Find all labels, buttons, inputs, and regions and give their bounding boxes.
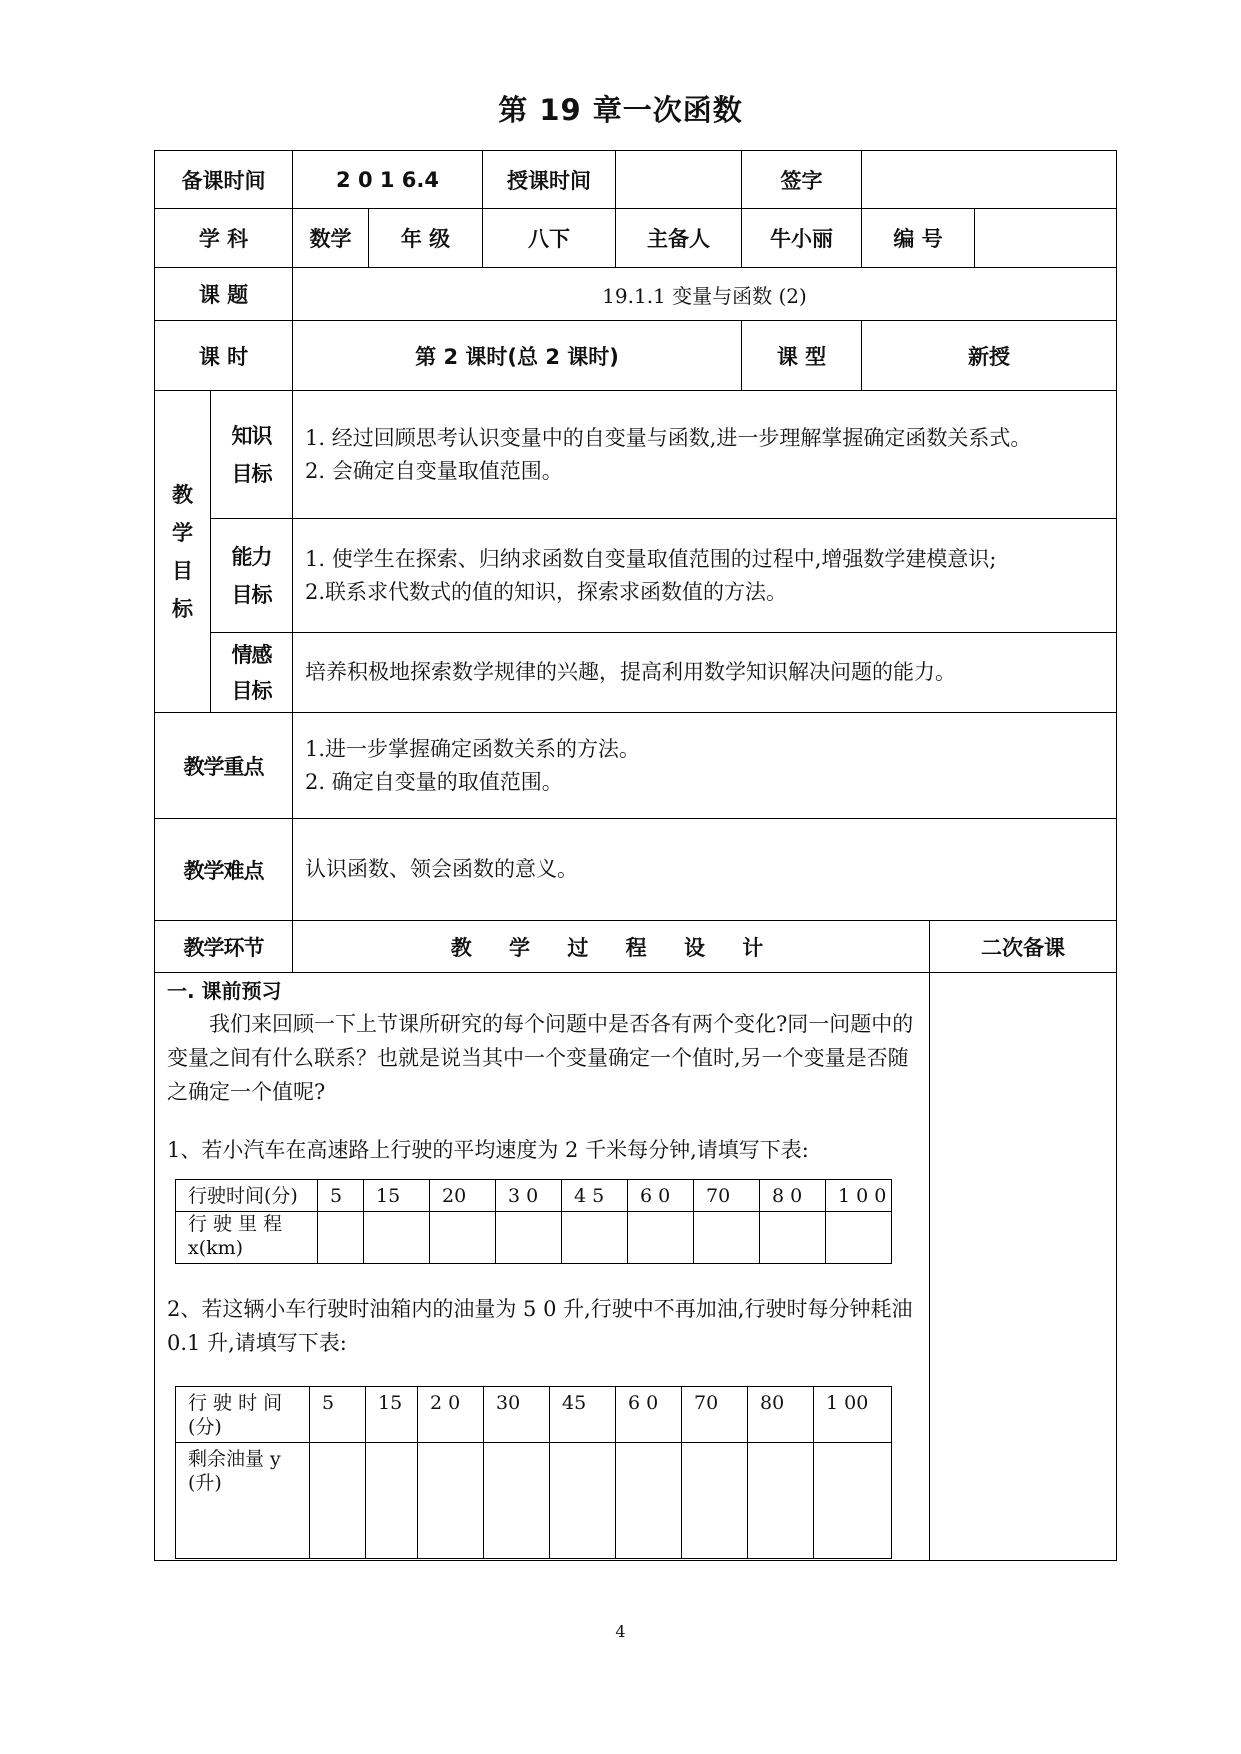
difficult-points-label: 教学难点 <box>155 819 293 921</box>
fuel-table <box>175 1386 892 1559</box>
preparer-label: 主备人 <box>616 209 742 268</box>
blank-cell[interactable] <box>310 1443 366 1559</box>
lesson-plan-table <box>154 150 1117 1561</box>
teach-time-value <box>616 151 742 209</box>
row-label: 行 驶 时 间 (分) <box>176 1387 310 1443</box>
ability-objective-label <box>211 519 293 633</box>
time-cell: 1 0 0 <box>826 1180 892 1212</box>
objective-item: 2.联系求代数式的值的知识，探索求函数值的方法。 <box>305 579 788 604</box>
time-cell: 70 <box>694 1180 760 1212</box>
objective-item: 1. 使学生在探索、归纳求函数自变量取值范围的过程中,增强数学建模意识; <box>305 546 997 571</box>
emotion-objective-label <box>211 633 293 713</box>
knowledge-objective-label <box>211 391 293 519</box>
row-label: 剩余油量 y (升) <box>176 1443 310 1559</box>
process-content <box>155 973 930 1561</box>
period-label: 课 时 <box>155 321 293 391</box>
time-cell: 5 <box>310 1387 366 1443</box>
number-value <box>975 209 1117 268</box>
objectives-char: 学 <box>172 520 193 545</box>
preview-intro: 我们来回顾一下上节课所研究的每个问题中是否各有两个变化?同一问题中的变量之间有什么联系？也就是说当其中一个变量确定一个值时,另一个变量是否随之确定一个值呢? <box>167 1012 914 1104</box>
objectives-char: 标 <box>172 596 193 621</box>
time-cell: 6 0 <box>628 1180 694 1212</box>
blank-cell[interactable] <box>366 1443 418 1559</box>
blank-cell[interactable] <box>550 1443 616 1559</box>
time-cell: 15 <box>366 1387 418 1443</box>
topic-value: 19.1.1 变量与函数 (2) <box>293 268 1117 321</box>
key-point-item: 2. 确定自变量的取值范围。 <box>305 769 563 794</box>
time-cell: 15 <box>364 1180 430 1212</box>
row-label: 行 驶 里 程 x(km) <box>176 1212 318 1264</box>
time-cell: 4 5 <box>562 1180 628 1212</box>
time-cell: 30 <box>484 1387 550 1443</box>
time-cell: 2 0 <box>418 1387 484 1443</box>
time-cell: 45 <box>550 1387 616 1443</box>
knowledge-objective-content <box>293 391 1117 519</box>
question-1: 1、若小汽车在高速路上行驶的平均速度为 2 千米每分钟,请填写下表: <box>167 1138 809 1162</box>
prep-time-value: 2 0 1 6.4 <box>293 151 483 209</box>
blank-cell[interactable] <box>318 1212 364 1264</box>
blank-cell[interactable] <box>628 1212 694 1264</box>
label-line: 知识 <box>231 423 272 448</box>
blank-cell[interactable] <box>496 1212 562 1264</box>
teach-time-label: 授课时间 <box>483 151 616 209</box>
blank-cell[interactable] <box>562 1212 628 1264</box>
key-point-item: 1.进一步掌握确定函数关系的方法。 <box>305 736 641 761</box>
stage-label: 教学环节 <box>155 921 293 973</box>
subject-value: 数学 <box>293 209 369 268</box>
difficult-points-content <box>293 819 1117 921</box>
subject-label: 学 科 <box>155 209 293 268</box>
page-number: 4 <box>615 1622 626 1641</box>
emotion-objective-content <box>293 633 1117 713</box>
row-label: 行驶时间(分) <box>176 1180 318 1212</box>
objective-item: 1. 经过回顾思考认识变量中的自变量与函数,进一步理解掌握确定函数关系式。 <box>305 425 1032 450</box>
ability-objective-content <box>293 519 1117 633</box>
time-cell: 1 00 <box>814 1387 892 1443</box>
sign-label: 签字 <box>742 151 862 209</box>
preview-section-title: 一. 课前预习 <box>167 979 282 1003</box>
blank-cell[interactable] <box>760 1212 826 1264</box>
blank-cell[interactable] <box>682 1443 748 1559</box>
time-cell: 5 <box>318 1180 364 1212</box>
blank-cell[interactable] <box>814 1443 892 1559</box>
second-prep-label: 二次备课 <box>930 921 1117 973</box>
grade-label: 年 级 <box>369 209 483 268</box>
time-cell: 6 0 <box>616 1387 682 1443</box>
prep-time-label: 备课时间 <box>155 151 293 209</box>
label-line: 情感 <box>231 642 272 667</box>
label-line: 目标 <box>231 582 272 607</box>
sign-value <box>862 151 1117 209</box>
objectives-char: 目 <box>172 558 193 583</box>
time-cell: 80 <box>748 1387 814 1443</box>
blank-cell[interactable] <box>694 1212 760 1264</box>
period-value: 第 2 课时(总 2 课时) <box>293 321 742 391</box>
objectives-label <box>155 391 211 713</box>
blank-cell[interactable] <box>616 1443 682 1559</box>
objectives-char: 教 <box>172 482 193 507</box>
grade-value: 八下 <box>483 209 616 268</box>
number-label: 编 号 <box>862 209 975 268</box>
blank-cell[interactable] <box>748 1443 814 1559</box>
key-points-content <box>293 713 1117 819</box>
type-value: 新授 <box>862 321 1117 391</box>
label-line: 能力 <box>231 544 272 569</box>
blank-cell[interactable] <box>418 1443 484 1559</box>
time-cell: 20 <box>430 1180 496 1212</box>
time-cell: 8 0 <box>760 1180 826 1212</box>
objective-item: 培养积极地探索数学规律的兴趣，提高利用数学知识解决问题的能力。 <box>305 660 956 684</box>
blank-cell[interactable] <box>484 1443 550 1559</box>
question-2: 2、若这辆小车行驶时油箱内的油量为 5 0 升,行驶中不再加油,行驶时每分钟耗油 0.1 升,请填写下表: <box>167 1297 913 1355</box>
blank-cell[interactable] <box>430 1212 496 1264</box>
time-cell: 70 <box>682 1387 748 1443</box>
label-line: 目标 <box>231 461 272 486</box>
blank-cell[interactable] <box>826 1212 892 1264</box>
objective-item: 2. 会确定自变量取值范围。 <box>305 458 563 483</box>
page-title: 第 19 章一次函数 <box>498 93 743 127</box>
difficult-point-item: 认识函数、领会函数的意义。 <box>305 857 578 881</box>
second-prep-content <box>930 973 1117 1561</box>
blank-cell[interactable] <box>364 1212 430 1264</box>
topic-label: 课 题 <box>155 268 293 321</box>
design-label: 教 学 过 程 设 计 <box>293 921 930 973</box>
time-cell: 3 0 <box>496 1180 562 1212</box>
type-label: 课 型 <box>742 321 862 391</box>
speed-table <box>175 1179 892 1264</box>
key-points-label: 教学重点 <box>155 713 293 819</box>
preparer-value: 牛小丽 <box>742 209 862 268</box>
label-line: 目标 <box>231 678 272 703</box>
